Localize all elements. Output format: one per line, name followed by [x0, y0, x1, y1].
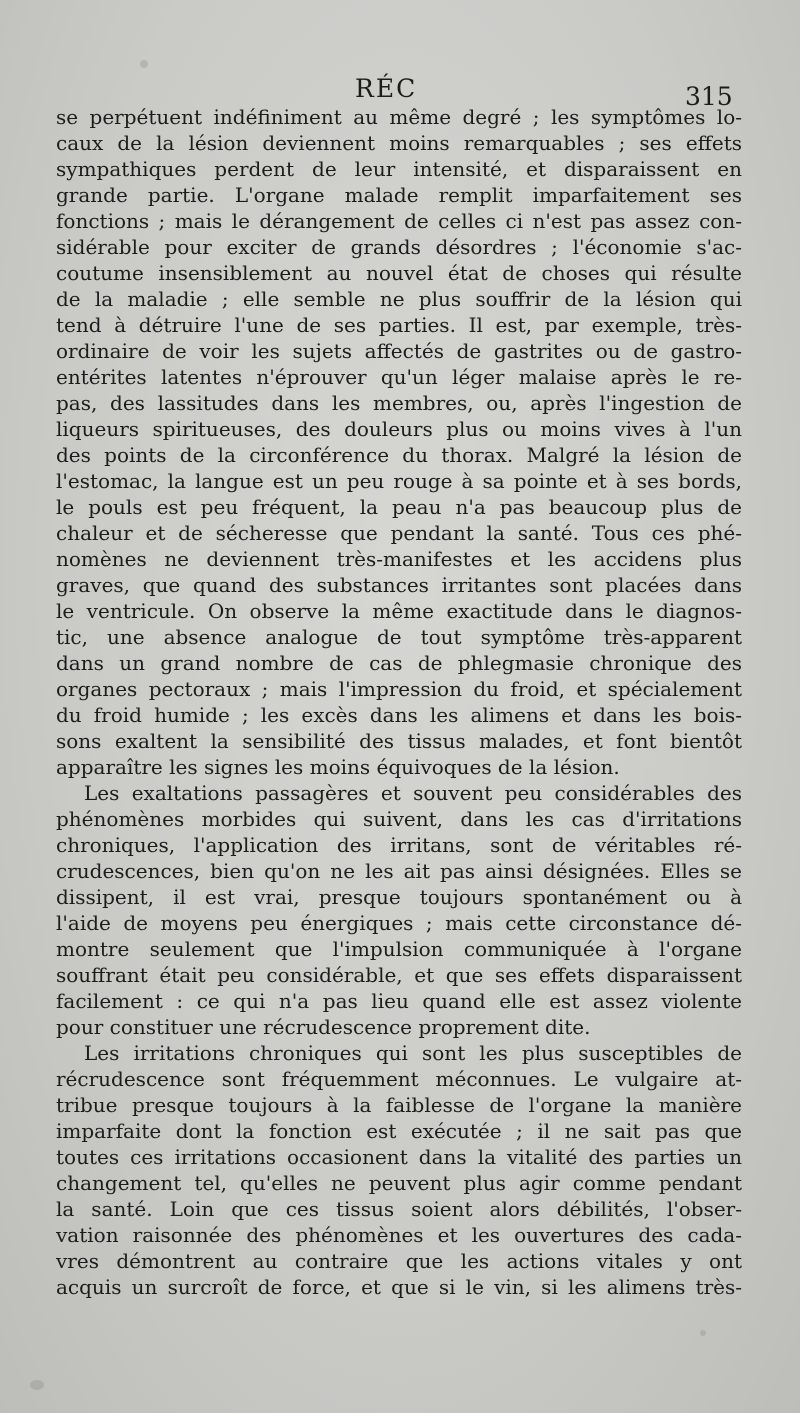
- text-line: tribue presque toujours à la faiblesse de l'organe la manière: [56, 1093, 742, 1117]
- text-line: l'estomac, la langue est un peu rouge à sa pointe et à ses bords,: [56, 469, 742, 493]
- text-line: grande partie. L'organe malade remplit imparfaitement ses: [56, 183, 742, 207]
- body-text: [56, 104, 742, 1300]
- text-line: caux de la lésion deviennent moins remarquables ; ses effets: [56, 131, 742, 155]
- text-line: pour constituer une récrudescence proprement dite.: [56, 1015, 591, 1039]
- paragraph-first-line: Les exaltations passagères et souvent peu considérables des: [84, 781, 742, 805]
- paper-stain: [700, 1330, 706, 1336]
- text-line: liqueurs spiritueuses, des douleurs plus ou moins vives à l'un: [56, 417, 742, 441]
- text-line: vation raisonnée des phénomènes et les ouvertures des cada-: [56, 1223, 742, 1247]
- text-line: toutes ces irritations occasionent dans la vitalité des parties un: [56, 1145, 742, 1169]
- text-line: sympathiques perdent de leur intensité, et disparaissent en: [56, 157, 742, 181]
- paper-stain: [30, 1380, 44, 1390]
- text-line: souffrant était peu considérable, et que ses effets disparaissent: [56, 963, 742, 987]
- text-line: chroniques, l'application des irritans, sont de véritables ré-: [56, 833, 742, 857]
- text-line: facilement : ce qui n'a pas lieu quand elle est assez violente: [56, 989, 742, 1013]
- running-head: RÉC: [355, 74, 418, 103]
- text-line: tend à détruire l'une de ses parties. Il est, par exemple, très-: [56, 313, 742, 337]
- text-line: sidérable pour exciter de grands désordres ; l'économie s'ac-: [56, 235, 742, 259]
- text-line: dans un grand nombre de cas de phlegmasie chronique des: [56, 651, 742, 675]
- page-number: 315: [685, 82, 733, 111]
- text-line: le ventricule. On observe la même exactitude dans le diagnos-: [56, 599, 742, 623]
- text-line: imparfaite dont la fonction est exécutée ; il ne sait pas que: [56, 1119, 742, 1143]
- text-line: pas, des lassitudes dans les membres, ou, après l'ingestion de: [56, 391, 742, 415]
- text-line: du froid humide ; les excès dans les alimens et dans les bois-: [56, 703, 742, 727]
- text-line: crudescences, bien qu'on ne les ait pas ainsi désignées. Elles se: [56, 859, 742, 883]
- text-line: vres démontrent au contraire que les actions vitales y ont: [56, 1249, 742, 1273]
- text-line: dissipent, il est vrai, presque toujours spontanément ou à: [56, 885, 742, 909]
- text-line: phénomènes morbides qui suivent, dans les cas d'irritations: [56, 807, 742, 831]
- text-line: se perpétuent indéfiniment au même degré ; les symptômes lo-: [56, 105, 742, 129]
- text-line: la santé. Loin que ces tissus soient alors débilités, l'obser-: [56, 1197, 742, 1221]
- text-line: tic, une absence analogue de tout symptôme très-apparent: [56, 625, 742, 649]
- text-line: apparaître les signes les moins équivoques de la lésion.: [56, 755, 620, 779]
- text-line: coutume insensiblement au nouvel état de choses qui résulte: [56, 261, 742, 285]
- text-line: chaleur et de sécheresse que pendant la santé. Tous ces phé-: [56, 521, 742, 545]
- text-line: entérites latentes n'éprouver qu'un léger malaise après le re-: [56, 365, 742, 389]
- paper-stain: [140, 60, 148, 68]
- text-line: graves, que quand des substances irritantes sont placées dans: [56, 573, 742, 597]
- text-line: le pouls est peu fréquent, la peau n'a pas beaucoup plus de: [56, 495, 742, 519]
- text-line: fonctions ; mais le dérangement de celles ci n'est pas assez con-: [56, 209, 742, 233]
- text-line: organes pectoraux ; mais l'impression du froid, et spécialement: [56, 677, 742, 701]
- text-line: ordinaire de voir les sujets affectés de gastrites ou de gastro-: [56, 339, 742, 363]
- text-line: nomènes ne deviennent très-manifestes et les accidens plus: [56, 547, 742, 571]
- text-line: l'aide de moyens peu énergiques ; mais cette circonstance dé-: [56, 911, 742, 935]
- text-line: de la maladie ; elle semble ne plus souffrir de la lésion qui: [56, 287, 742, 311]
- text-line: des points de la circonférence du thorax. Malgré la lésion de: [56, 443, 742, 467]
- text-line: acquis un surcroît de force, et que si le vin, si les alimens très-: [56, 1275, 742, 1299]
- text-line: récrudescence sont fréquemment méconnues. Le vulgaire at-: [56, 1067, 742, 1091]
- text-line: changement tel, qu'elles ne peuvent plus agir comme pendant: [56, 1171, 742, 1195]
- text-line: montre seulement que l'impulsion communiquée à l'organe: [56, 937, 742, 961]
- text-line: sons exaltent la sensibilité des tissus malades, et font bientôt: [56, 729, 742, 753]
- paragraph-first-line: Les irritations chroniques qui sont les plus susceptibles de: [84, 1041, 742, 1065]
